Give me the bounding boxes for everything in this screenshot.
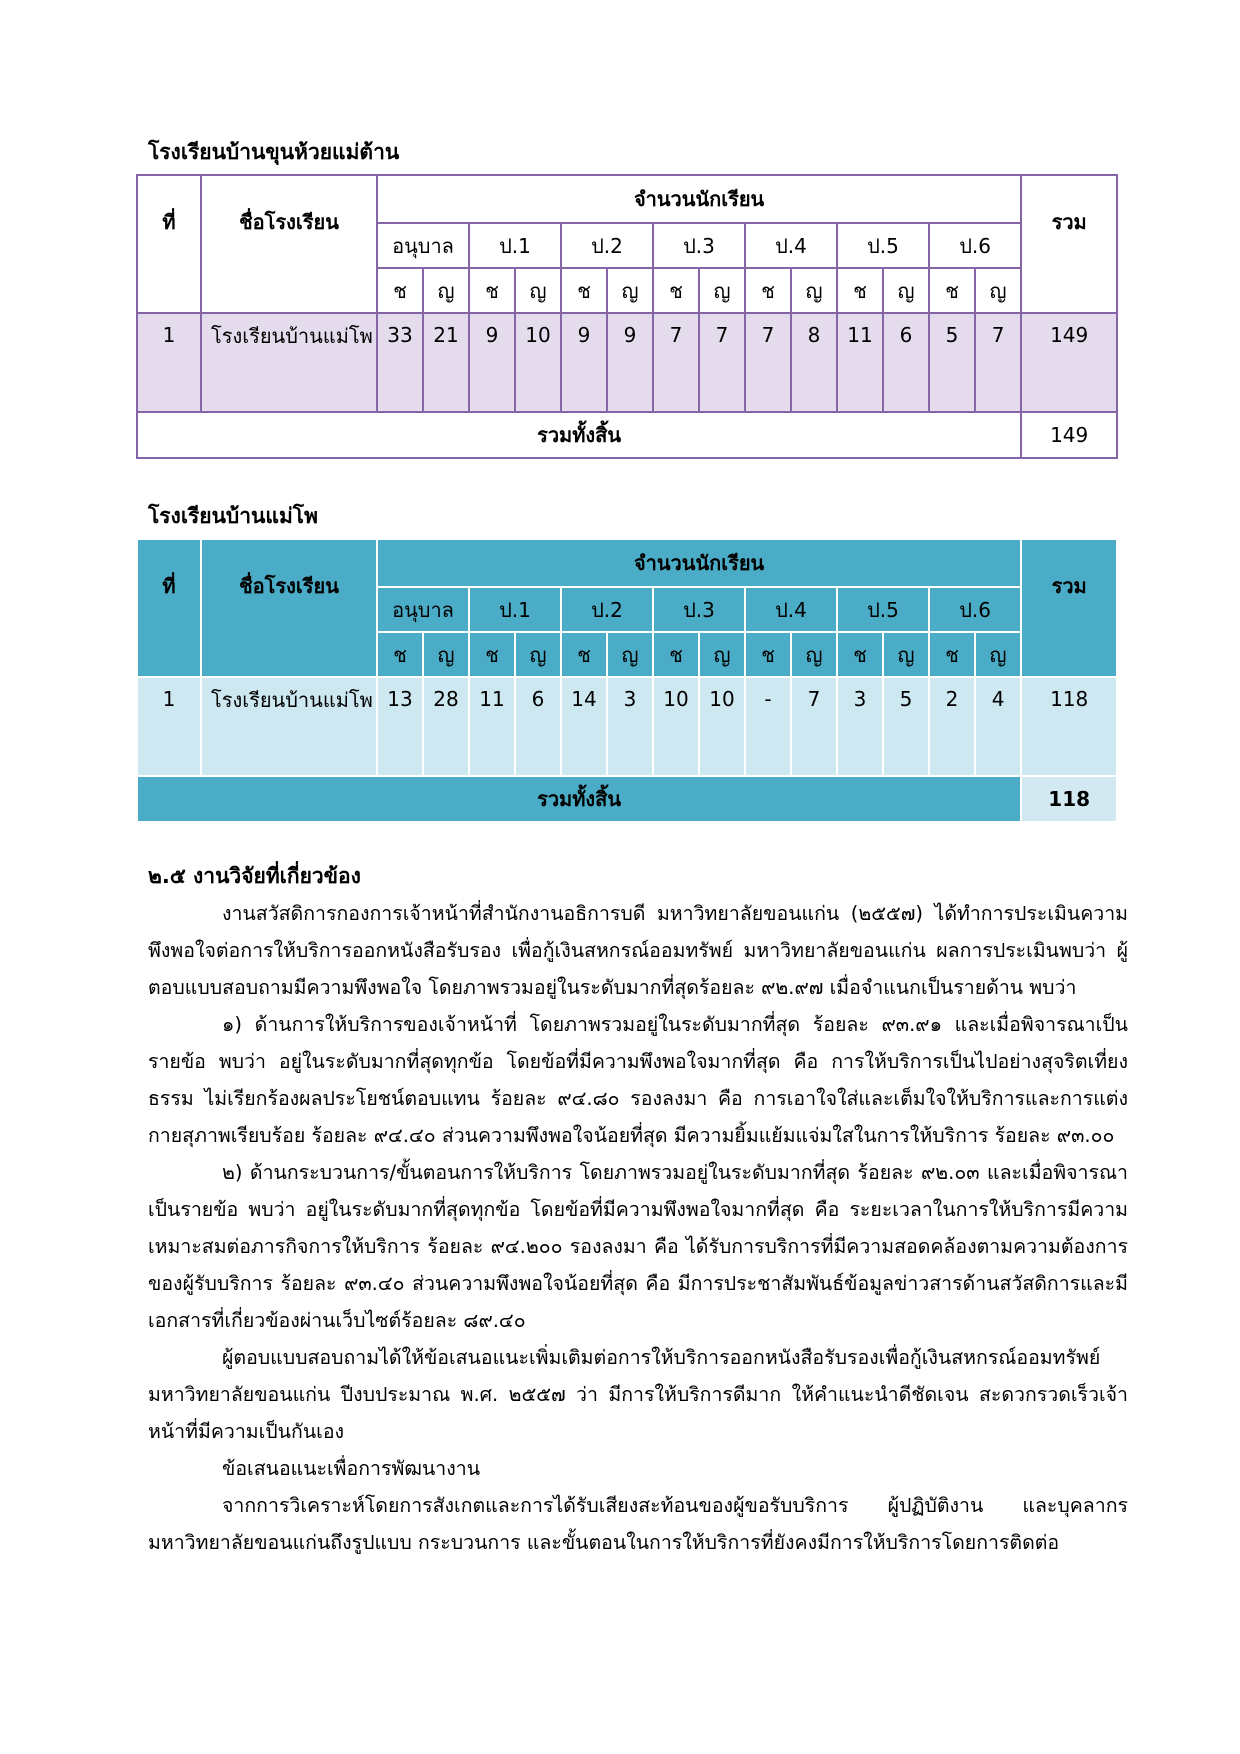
header-sex: ญ — [699, 632, 745, 677]
cell-value: 7 — [699, 313, 745, 412]
row-total: 149 — [1021, 313, 1117, 412]
header-student-count: จำนวนนักเรียน — [377, 539, 1021, 587]
grand-total-label: รวมทั้งสิ้น — [137, 776, 1021, 822]
cell-value: - — [745, 677, 791, 776]
paragraph: ๑) ด้านการให้บริการของเจ้าหน้าที่ โดยภาพรวมอยู่ในระดับมากที่สุด ร้อยละ ๙๓.๙๑ และเมื่อพิจารณาเป็นรายข้อ พบว่า อยู่ในระดับมากที่สุดทุกข้อ โดยข้อที่มีความพึงพอใจมากที่สุด คือ การให้บริการเป็นไปอย่างสุจริตเที่ยงธรรม ไม่เรียกร้องผลประโยชน์ตอบแทน ร้อยละ ๙๔.๘๐ รองลงมา คือ การเอาใจใส่และเต็มใจให้บริการและการแต่งกายสุภาพเรียบร้อย ร้อยละ ๙๔.๔๐ ส่วนความพึงพอใจน้อยที่สุด มีความยิ้มแย้มแจ่มใสในการให้บริการ ร้อยละ ๙๓.๐๐ — [148, 1013, 1128, 1147]
paragraph: งานสวัสดิการกองการเจ้าหน้าที่สำนักงานอธิการบดี มหาวิทยาลัยขอนแก่น (๒๕๕๗) ได้ทำการประเมินความพึงพอใจต่อการให้บริการออกหนังสือรับรอง เพื่อกู้เงินสหกรณ์ออมทรัพย์ มหาวิทยาลัยขอนแก่น ผลการประเมินพบว่า ผู้ตอบแบบสอบถามมีความพึงพอใจ โดยภาพรวมอยู่ในระดับมากที่สุดร้อยละ ๙๒.๙๗ เมื่อจำแนกเป็นรายด้าน พบว่า — [148, 902, 1128, 999]
header-sex: ญ — [883, 632, 929, 677]
header-sex: ช — [745, 632, 791, 677]
header-total: รวม — [1021, 175, 1117, 313]
header-sex: ช — [377, 268, 423, 313]
table-row — [137, 313, 1117, 412]
paragraph: ข้อเสนอแนะเพื่อการพัฒนางาน — [222, 1457, 481, 1480]
section-title-khun-huai-mae-tan: โรงเรียนบ้านขุนห้วยแม่ต้าน — [148, 140, 400, 164]
grand-total-value: 149 — [1021, 412, 1117, 458]
header-no: ที่ — [137, 539, 201, 677]
enrollment-table-mae-pho — [136, 538, 1118, 823]
cell-value: 7 — [975, 313, 1021, 412]
enrollment-table-khun-huai-mae-tan — [136, 174, 1118, 459]
paragraph: จากการวิเคราะห์โดยการสังเกตและการได้รับเสียงสะท้อนของผู้ขอรับบริการ ผู้ปฏิบัติงาน และบุคลากรมหาวิทยาลัยขอนแก่นถึงรูปแบบ กระบวนการ และขั้นตอนในการให้บริการที่ยังคงมีการให้บริการโดยการติดต่อ — [148, 1494, 1128, 1554]
header-sex: ญ — [975, 632, 1021, 677]
cell-value: 3 — [607, 677, 653, 776]
header-grade: ป.4 — [745, 587, 837, 632]
header-sex: ญ — [791, 632, 837, 677]
cell-value: 21 — [423, 313, 469, 412]
cell-value: 11 — [469, 677, 515, 776]
header-sex: ญ — [607, 268, 653, 313]
header-grade: ป.5 — [837, 223, 929, 268]
cell-value: 3 — [837, 677, 883, 776]
header-sex: ช — [561, 268, 607, 313]
cell-value: 6 — [883, 313, 929, 412]
row-total: 118 — [1021, 677, 1117, 776]
cell-value: 6 — [515, 677, 561, 776]
section-title-mae-pho: โรงเรียนบ้านแม่โพ — [148, 504, 318, 528]
grand-total-value: 118 — [1021, 776, 1117, 822]
cell-value: 5 — [883, 677, 929, 776]
header-grade: ป.3 — [653, 223, 745, 268]
cell-value: 10 — [699, 677, 745, 776]
cell-value: 9 — [561, 313, 607, 412]
cell-value: 33 — [377, 313, 423, 412]
header-sex: ช — [653, 268, 699, 313]
table-row — [137, 677, 1117, 776]
cell-value: 14 — [561, 677, 607, 776]
research-section — [148, 858, 1128, 1561]
header-sex: ช — [929, 268, 975, 313]
header-grade: ป.4 — [745, 223, 837, 268]
header-sex: ญ — [607, 632, 653, 677]
header-sex: ช — [469, 268, 515, 313]
cell-value: 2 — [929, 677, 975, 776]
header-grade: ป.6 — [929, 587, 1021, 632]
cell-value: 5 — [929, 313, 975, 412]
header-sex: ช — [653, 632, 699, 677]
header-grade: ป.6 — [929, 223, 1021, 268]
header-no: ที่ — [137, 175, 201, 313]
header-grade: อนุบาล — [377, 223, 469, 268]
row-no: 1 — [137, 313, 201, 412]
row-school-name: โรงเรียนบ้านแม่โพ — [201, 677, 377, 776]
cell-value: 4 — [975, 677, 1021, 776]
header-grade: ป.1 — [469, 587, 561, 632]
header-sex: ญ — [883, 268, 929, 313]
header-school-name: ชื่อโรงเรียน — [201, 539, 377, 677]
header-grade: ป.3 — [653, 587, 745, 632]
header-student-count: จำนวนนักเรียน — [377, 175, 1021, 223]
research-heading: ๒.๕ งานวิจัยที่เกี่ยวข้อง — [148, 864, 361, 888]
cell-value: 10 — [515, 313, 561, 412]
cell-value: 7 — [653, 313, 699, 412]
row-no: 1 — [137, 677, 201, 776]
row-school-name: โรงเรียนบ้านแม่โพ — [201, 313, 377, 412]
cell-value: 9 — [469, 313, 515, 412]
header-sex: ช — [837, 632, 883, 677]
header-sex: ช — [561, 632, 607, 677]
header-school-name: ชื่อโรงเรียน — [201, 175, 377, 313]
cell-value: 28 — [423, 677, 469, 776]
paragraph: ๒) ด้านกระบวนการ/ขั้นตอนการให้บริการ โดยภาพรวมอยู่ในระดับมากที่สุด ร้อยละ ๙๒.๐๓ และเมื่อพิจารณาเป็นรายข้อ พบว่า อยู่ในระดับมากที่สุดทุกข้อ โดยข้อที่มีความพึงพอใจมากที่สุด คือ ระยะเวลาในการให้บริการมีความเหมาะสมต่อภารกิจการให้บริการ ร้อยละ ๙๔.๒๐๐ รองลงมา คือ ได้รับการบริการที่มีความสอดคล้องตามความต้องการของผู้รับบริการ ร้อยละ ๙๓.๔๐ ส่วนความพึงพอใจน้อยที่สุด คือ มีการประชาสัมพันธ์ข้อมูลข่าวสารด้านสวัสดิการและมีเอกสารที่เกี่ยวข้องผ่านเว็บไซต์ร้อยละ ๘๙.๔๐ — [148, 1161, 1128, 1332]
grand-total-label: รวมทั้งสิ้น — [137, 412, 1021, 458]
header-sex: ญ — [515, 268, 561, 313]
header-sex: ญ — [975, 268, 1021, 313]
cell-value: 9 — [607, 313, 653, 412]
header-total: รวม — [1021, 539, 1117, 677]
header-grade: ป.2 — [561, 587, 653, 632]
header-grade: อนุบาล — [377, 587, 469, 632]
header-sex: ญ — [699, 268, 745, 313]
header-sex: ญ — [515, 632, 561, 677]
header-sex: ญ — [423, 632, 469, 677]
paragraph: ผู้ตอบแบบสอบถามได้ให้ข้อเสนอแนะเพิ่มเติมต่อการให้บริการออกหนังสือรับรองเพื่อกู้เงินสหกรณ์ออมทรัพย์ มหาวิทยาลัยขอนแก่น ปีงบประมาณ พ.ศ. ๒๕๕๗ ว่า มีการให้บริการดีมาก ให้คำแนะนำดีชัดเจน สะดวกรวดเร็วเจ้าหน้าที่มีความเป็นกันเอง — [148, 1346, 1128, 1443]
header-sex: ช — [377, 632, 423, 677]
header-sex: ช — [469, 632, 515, 677]
cell-value: 11 — [837, 313, 883, 412]
header-grade: ป.2 — [561, 223, 653, 268]
cell-value: 10 — [653, 677, 699, 776]
header-grade: ป.5 — [837, 587, 929, 632]
header-sex: ช — [745, 268, 791, 313]
header-grade: ป.1 — [469, 223, 561, 268]
cell-value: 7 — [791, 677, 837, 776]
header-sex: ช — [837, 268, 883, 313]
header-sex: ญ — [791, 268, 837, 313]
cell-value: 8 — [791, 313, 837, 412]
cell-value: 13 — [377, 677, 423, 776]
header-sex: ญ — [423, 268, 469, 313]
header-sex: ช — [929, 632, 975, 677]
cell-value: 7 — [745, 313, 791, 412]
